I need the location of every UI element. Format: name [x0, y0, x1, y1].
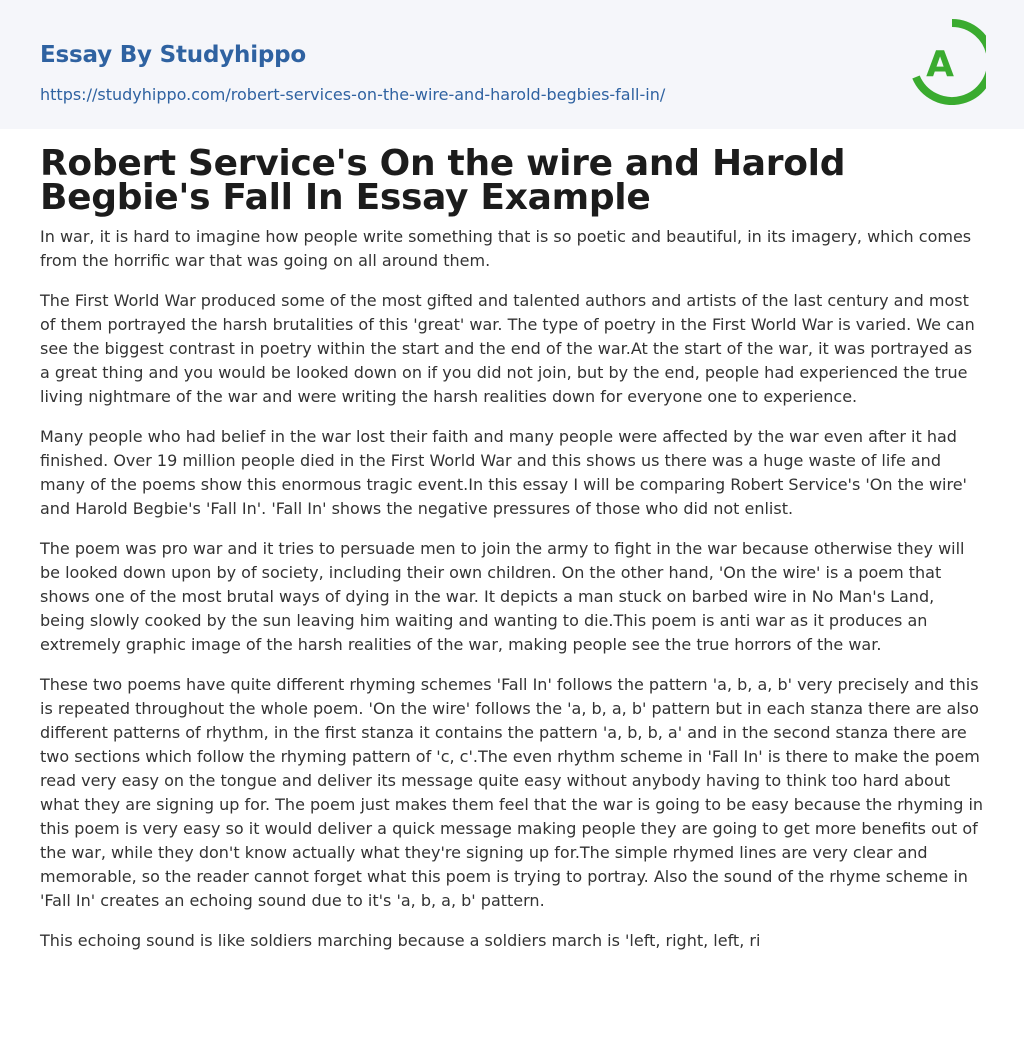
article-title: Robert Service's On the wire and Harold Begbie's Fall In Essay Example — [40, 143, 846, 218]
article-paragraph: Many people who had belief in the war lost their faith and many people were affected by the war even after it had finished. Over 19 million people died in the First World War and this shows us there was a huge waste of life and many of the poems show this enormous tragic event.In this essay I will be comparing Robert Service's 'On the wire' and Harold Begbie's 'Fall In'. 'Fall In' shows the negative pressures of those who did not enlist. — [40, 427, 967, 518]
brand-title[interactable]: Essay By Studyhippo — [40, 42, 307, 68]
article-paragraph: These two poems have quite different rhyming schemes 'Fall In' follows the pattern 'a, b, a, b' very precisely and this is repeated throughout the whole poem. 'On the wire' follows the 'a, b, a, b' pattern but in each stanza there are also different patterns of rhythm, in the first stanza it contains the pattern 'a, b, b, a' and in the second stanza there are two sections which follow the rhyming pattern of 'c, c'.The even rhythm scheme in 'Fall In' is there to make the poem read very easy on the tongue and deliver its message quite easy without anybody having to think too hard about what they are signing up for. The poem just makes them feel that the war is going to be easy because the rhyming in this poem is very easy so it would deliver a quick message making people they are going to get more benefits out of the war, while they don't know actually what they're signing up for.The simple rhymed lines are very clear and memorable, so the reader cannot forget what this poem is trying to portray. Also the sound of the rhyme scheme in 'Fall In' creates an echoing sound due to it's 'a, b, a, b' pattern. — [40, 675, 984, 910]
page-url-link[interactable]: https://studyhippo.com/robert-services-on-the-wire-and-harold-begbies-fall-in/ — [40, 85, 666, 104]
article-paragraph: This echoing sound is like soldiers marching because a soldiers march is 'left, right, left, ri — [40, 931, 761, 950]
article-paragraph: In war, it is hard to imagine how people write something that is so poetic and beautiful, in its imagery, which comes from the horrific war that was going on all around them. — [40, 227, 972, 270]
article-paragraph: The poem was pro war and it tries to persuade men to join the army to fight in the war because otherwise they will be looked down upon by of society, including their own children. On the other hand, 'On the wire' is a poem that shows one of the most brutal ways of dying in the war. It depicts a man stuck on barbed wire in No Man's Land, being slowly cooked by the sun leaving him waiting and wanting to die.This poem is anti war as it produces an extremely graphic image of the harsh realities of the war, making people see the true horrors of the war. — [40, 539, 965, 654]
article — [0, 129, 1024, 953]
article-paragraph: The First World War produced some of the most gifted and talented authors and artists of the last century and most of them portrayed the harsh brutalities of this 'great' war. The type of poetry in the First World War is varied. We can see the biggest contrast in poetry within the start and the end of the war.At the start of the war, it was portrayed as a great thing and you would be looked down on if you did not join, but by the end, people had experienced the true living nightmare of the war and were writing the harsh realities down for everyone one to experience. — [40, 291, 975, 406]
logo-letter: A — [926, 44, 954, 85]
studyhippo-logo-icon[interactable] — [912, 19, 986, 105]
site-header — [0, 0, 1024, 129]
